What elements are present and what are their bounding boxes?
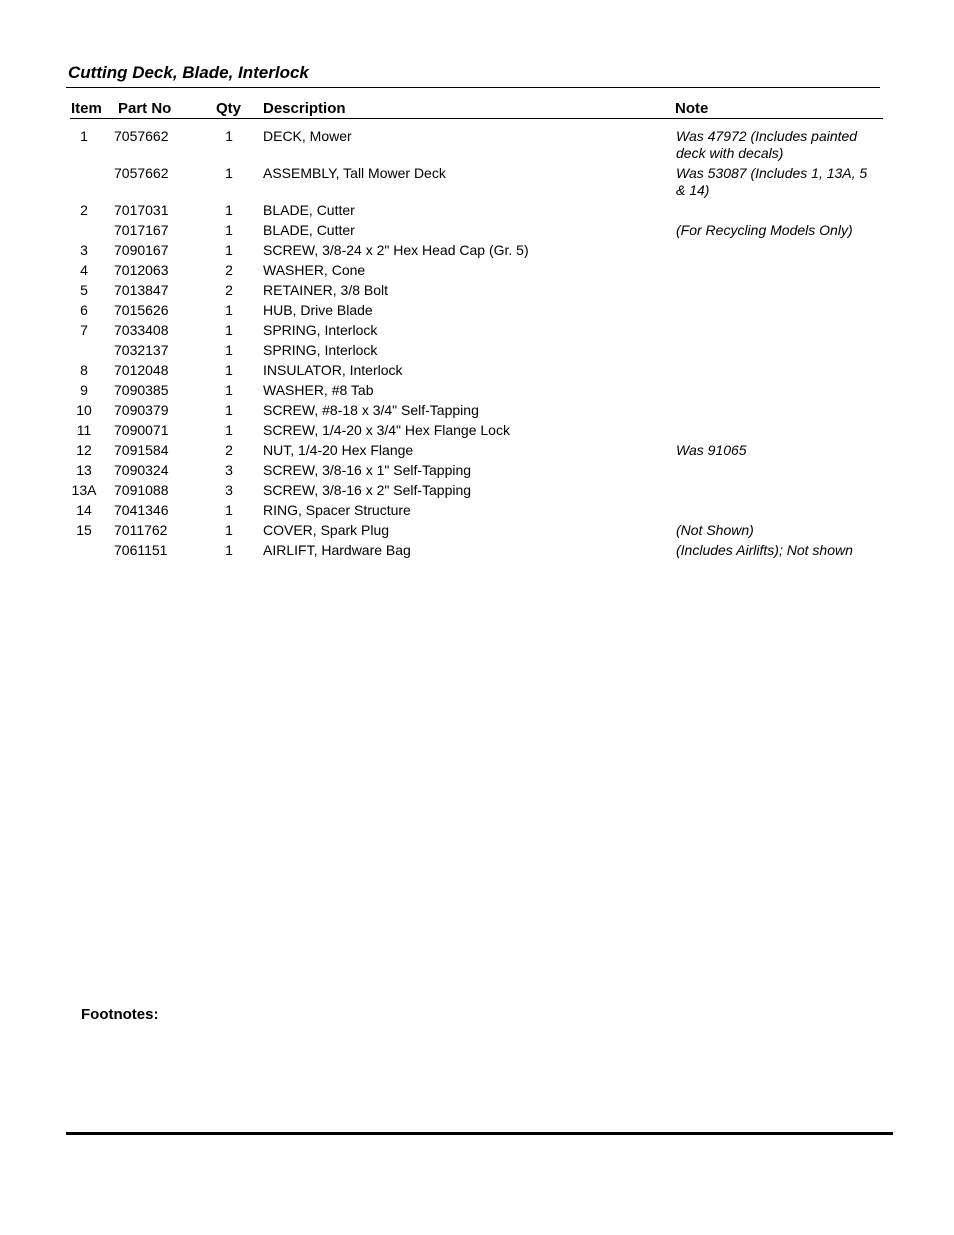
cell-note: (Not Shown)	[676, 522, 754, 538]
cell-qty: 1	[225, 322, 233, 338]
cell-part-no: 7011762	[114, 522, 168, 538]
cell-item: 6	[80, 302, 88, 318]
table-row	[0, 282, 954, 302]
cell-part-no: 7041346	[114, 502, 169, 518]
header-description: Description	[263, 100, 346, 117]
cell-note: (Includes Airlifts); Not shown	[676, 542, 853, 558]
table-row	[0, 382, 954, 402]
header-note: Note	[675, 100, 709, 117]
cell-description: SPRING, Interlock	[263, 322, 378, 338]
cell-item: 2	[80, 202, 88, 218]
cell-qty: 1	[225, 222, 233, 238]
cell-part-no: 7091584	[114, 442, 169, 458]
cell-note: Was 91065	[676, 442, 747, 458]
cell-item: 15	[76, 522, 92, 538]
cell-qty: 1	[225, 402, 233, 418]
cell-qty: 1	[225, 502, 233, 518]
cell-part-no: 7090167	[114, 242, 169, 258]
table-row	[0, 165, 954, 199]
cell-item: 9	[80, 382, 88, 398]
cell-item: 12	[76, 442, 92, 458]
header-part-no: Part No	[118, 100, 172, 117]
title-divider	[66, 87, 880, 88]
cell-item: 14	[76, 502, 92, 518]
cell-description: HUB, Drive Blade	[263, 302, 373, 318]
cell-part-no: 7013847	[114, 282, 169, 298]
cell-part-no: 7032137	[114, 342, 169, 358]
cell-description: BLADE, Cutter	[263, 222, 355, 238]
table-row	[0, 542, 954, 562]
table-header	[0, 100, 954, 118]
cell-description: RETAINER, 3/8 Bolt	[263, 282, 389, 298]
cell-item: 10	[76, 402, 92, 418]
cell-part-no: 7090379	[114, 402, 169, 418]
cell-part-no: 7090324	[114, 462, 169, 478]
cell-item: 4	[80, 262, 88, 278]
cell-qty: 1	[225, 362, 233, 378]
cell-part-no: 7061151	[114, 542, 168, 558]
cell-description: SCREW, 1/4-20 x 3/4" Hex Flange Lock	[263, 422, 510, 438]
cell-qty: 3	[225, 482, 233, 498]
table-row	[0, 502, 954, 522]
cell-description: SCREW, 3/8-16 x 1" Self-Tapping	[263, 462, 472, 478]
header-item: Item	[71, 100, 102, 117]
cell-description: AIRLIFT, Hardware Bag	[263, 542, 411, 558]
cell-qty: 1	[225, 542, 233, 558]
cell-item: 8	[80, 362, 88, 378]
table-row	[0, 442, 954, 462]
cell-part-no: 7033408	[114, 322, 169, 338]
header-divider	[70, 118, 883, 119]
cell-part-no: 7012048	[114, 362, 169, 378]
page-title: Cutting Deck, Blade, Interlock	[68, 63, 309, 82]
cell-qty: 1	[225, 342, 233, 358]
cell-description: ASSEMBLY, Tall Mower Deck	[263, 165, 446, 181]
cell-note: Was 53087 (Includes 1, 13A, 5 & 14)	[676, 165, 868, 198]
cell-part-no: 7090071	[114, 422, 169, 438]
cell-part-no: 7090385	[114, 382, 169, 398]
cell-part-no: 7091088	[114, 482, 169, 498]
cell-item: 1	[80, 128, 88, 144]
cell-description: SCREW, 3/8-16 x 2" Self-Tapping	[263, 482, 472, 498]
parts-table-body	[0, 128, 954, 562]
footnotes-label: Footnotes:	[81, 1006, 159, 1023]
cell-qty: 2	[225, 262, 233, 278]
cell-qty: 1	[225, 522, 233, 538]
cell-part-no: 7057662	[114, 128, 169, 144]
table-row	[0, 342, 954, 362]
cell-description: WASHER, Cone	[263, 262, 366, 278]
cell-description: INSULATOR, Interlock	[263, 362, 403, 378]
cell-description: SCREW, #8-18 x 3/4" Self-Tapping	[263, 402, 479, 418]
cell-qty: 1	[225, 382, 233, 398]
table-row	[0, 322, 954, 342]
cell-qty: 1	[225, 422, 233, 438]
cell-description: SPRING, Interlock	[263, 342, 378, 358]
cell-description: WASHER, #8 Tab	[263, 382, 374, 398]
table-row	[0, 242, 954, 262]
table-row	[0, 482, 954, 502]
header-qty: Qty	[216, 100, 242, 117]
cell-part-no: 7015626	[114, 302, 169, 318]
cell-item: 7	[80, 322, 88, 338]
cell-item: 13A	[71, 482, 97, 498]
table-row	[0, 202, 954, 222]
cell-item: 5	[80, 282, 88, 298]
table-row	[0, 222, 954, 242]
table-row	[0, 462, 954, 482]
table-row	[0, 262, 954, 282]
cell-item: 13	[76, 462, 92, 478]
cell-note: (For Recycling Models Only)	[676, 222, 853, 238]
cell-description: SCREW, 3/8-24 x 2" Hex Head Cap (Gr. 5)	[263, 242, 529, 258]
cell-qty: 3	[225, 462, 233, 478]
cell-description: RING, Spacer Structure	[263, 502, 411, 518]
table-row	[0, 402, 954, 422]
cell-description: COVER, Spark Plug	[263, 522, 390, 538]
cell-part-no: 7017167	[114, 222, 169, 238]
table-row	[0, 522, 954, 542]
cell-qty: 1	[225, 242, 233, 258]
cell-qty: 2	[225, 282, 233, 298]
cell-part-no: 7017031	[114, 202, 169, 218]
cell-qty: 2	[225, 442, 233, 458]
bottom-divider	[66, 1132, 893, 1135]
table-row	[0, 128, 954, 162]
cell-description: DECK, Mower	[263, 128, 352, 144]
cell-item: 3	[80, 242, 88, 258]
cell-description: BLADE, Cutter	[263, 202, 355, 218]
table-row	[0, 422, 954, 442]
cell-part-no: 7012063	[114, 262, 169, 278]
cell-part-no: 7057662	[114, 165, 169, 181]
cell-item: 11	[76, 422, 92, 438]
table-row	[0, 302, 954, 322]
table-row	[0, 362, 954, 382]
cell-qty: 1	[225, 165, 233, 181]
cell-qty: 1	[225, 202, 233, 218]
cell-qty: 1	[225, 302, 233, 318]
cell-description: NUT, 1/4-20 Hex Flange	[263, 442, 414, 458]
cell-note: Was 47972 (Includes painted deck with decals)	[676, 128, 858, 161]
cell-qty: 1	[225, 128, 233, 144]
